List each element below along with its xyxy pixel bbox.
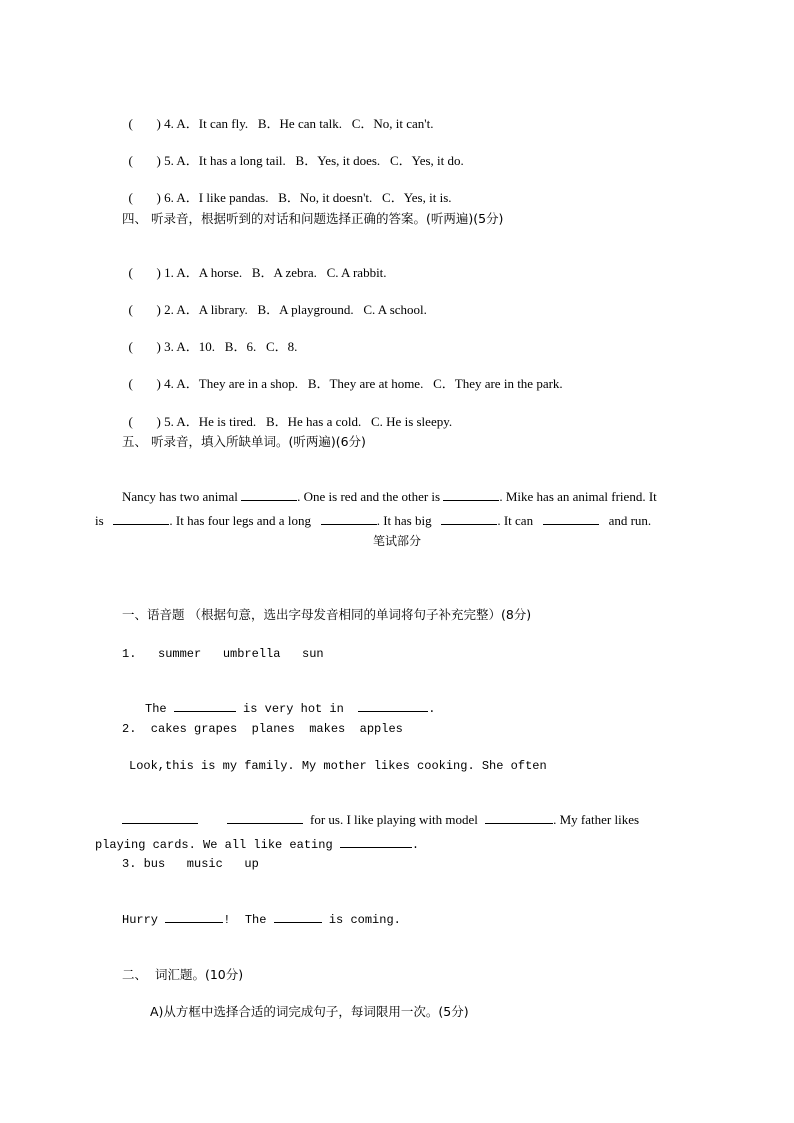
question-row	[122, 286, 427, 318]
option-c: C．Yes, it do.	[389, 153, 464, 168]
answer-paren: (	[128, 376, 133, 391]
option-b: B．A playground.	[257, 302, 354, 317]
blank-3[interactable]	[113, 512, 169, 525]
q2-word-list: 2. cakes grapes planes makes apples	[122, 722, 403, 736]
blank-4[interactable]	[321, 512, 377, 525]
q1-sentence	[145, 683, 435, 717]
blank-q2-4[interactable]	[340, 835, 412, 848]
option-a: A．10.	[176, 339, 216, 354]
written-section-1-title: 一、语音题 （根据句意，选出字母发音相同的单词将句子补充完整）(8分)	[122, 607, 532, 622]
question-number: ) 5.	[156, 153, 174, 168]
written-part-heading: 笔试部分	[372, 534, 421, 548]
question-number: ) 5.	[156, 414, 174, 429]
sentence-text: Hurry	[122, 913, 159, 927]
question-row	[122, 398, 452, 430]
passage-text: .	[411, 838, 420, 852]
answer-paren: (	[128, 153, 133, 168]
question-number: ) 6.	[156, 190, 174, 205]
question-row	[122, 360, 563, 392]
question-row	[122, 137, 464, 169]
cloze-line-2	[95, 496, 651, 529]
answer-paren: (	[128, 339, 133, 354]
q2-passage-line-1: Look,this is my family. My mother likes cooking. She often	[129, 759, 547, 773]
q1-word-list: 1. summer umbrella sun	[122, 647, 324, 661]
q3-sentence	[122, 894, 401, 928]
option-b: B．A zebra.	[251, 265, 317, 280]
passage-text: for us. I like playing with model	[310, 812, 478, 827]
blank-5[interactable]	[441, 512, 497, 525]
section-4-title: 四、 听录音，根据听到的对话和问题选择正确的答案。(听两遍)(5分)	[122, 211, 504, 226]
blank-q3-1[interactable]	[165, 910, 223, 923]
option-b: B．No, it doesn't.	[278, 190, 373, 205]
q3-word-list: 3. bus music up	[122, 857, 259, 871]
cloze-text: is	[95, 513, 104, 528]
cloze-text: . It can	[497, 513, 534, 528]
question-row	[122, 323, 297, 355]
cloze-text: and run.	[608, 513, 652, 528]
answer-paren: (	[128, 414, 133, 429]
option-c: C．Yes, it is.	[382, 190, 452, 205]
option-a: A．A horse.	[176, 265, 243, 280]
answer-paren: (	[128, 265, 133, 280]
section-5-title: 五、 听录音，填入所缺单词。(听两遍)(6分)	[122, 434, 366, 449]
question-row	[122, 174, 452, 206]
blank-q1-1[interactable]	[174, 699, 236, 712]
passage-text: . My father likes	[553, 812, 640, 827]
blank-6[interactable]	[543, 512, 599, 525]
option-b: B．Yes, it does.	[295, 153, 381, 168]
question-number: ) 4.	[156, 376, 174, 391]
question-number: ) 1.	[156, 265, 174, 280]
blank-q2-3[interactable]	[485, 811, 553, 824]
sentence-text: The	[145, 702, 167, 716]
cloze-text: . One is red and the other is	[297, 489, 441, 504]
option-b: B．He has a cold.	[265, 414, 362, 429]
written-section-2-title: 二、 词汇题。(10分)	[122, 967, 244, 982]
option-c: C．8.	[265, 339, 298, 354]
cloze-text: Nancy has two animal	[122, 489, 238, 504]
option-a: A．I like pandas.	[176, 190, 269, 205]
answer-paren: (	[128, 190, 133, 205]
q2-passage-line-3	[95, 819, 419, 853]
question-row	[122, 100, 434, 132]
question-number: ) 3.	[156, 339, 174, 354]
written-section-2-subtitle: A)从方框中选择合适的词完成句子，每词限用一次。(5分)	[150, 1004, 469, 1019]
option-c: C．No, it can't.	[351, 116, 434, 131]
option-a: A．A library.	[176, 302, 248, 317]
sentence-text: .	[428, 702, 436, 716]
answer-paren: (	[128, 302, 133, 317]
option-c: C. A school.	[363, 302, 427, 317]
question-number: ) 4.	[156, 116, 174, 131]
blank-q3-2[interactable]	[274, 910, 322, 923]
option-a: A．It can fly.	[176, 116, 249, 131]
option-c: C. A rabbit.	[326, 265, 387, 280]
blank-q1-2[interactable]	[358, 699, 428, 712]
option-b: B．They are at home.	[307, 376, 424, 391]
sentence-text: is very hot in	[243, 702, 344, 716]
option-c: C. He is sleepy.	[371, 414, 453, 429]
cloze-text: . It has four legs and a long	[169, 513, 311, 528]
option-a: A．They are in a shop.	[176, 376, 299, 391]
cloze-text: . It has big	[376, 513, 432, 528]
sentence-text: is coming.	[328, 913, 401, 927]
option-b: B．6.	[224, 339, 257, 354]
option-c: C．They are in the park.	[433, 376, 563, 391]
option-a: A．He is tired.	[176, 414, 257, 429]
answer-paren: (	[128, 116, 133, 131]
option-b: B．He can talk.	[257, 116, 342, 131]
cloze-text: . Mike has an animal friend. It	[499, 489, 657, 504]
passage-text: playing cards. We all like eating	[95, 838, 333, 852]
question-number: ) 2.	[156, 302, 174, 317]
question-row	[122, 249, 387, 281]
option-a: A．It has a long tail.	[176, 153, 286, 168]
sentence-text: ! The	[223, 913, 267, 927]
